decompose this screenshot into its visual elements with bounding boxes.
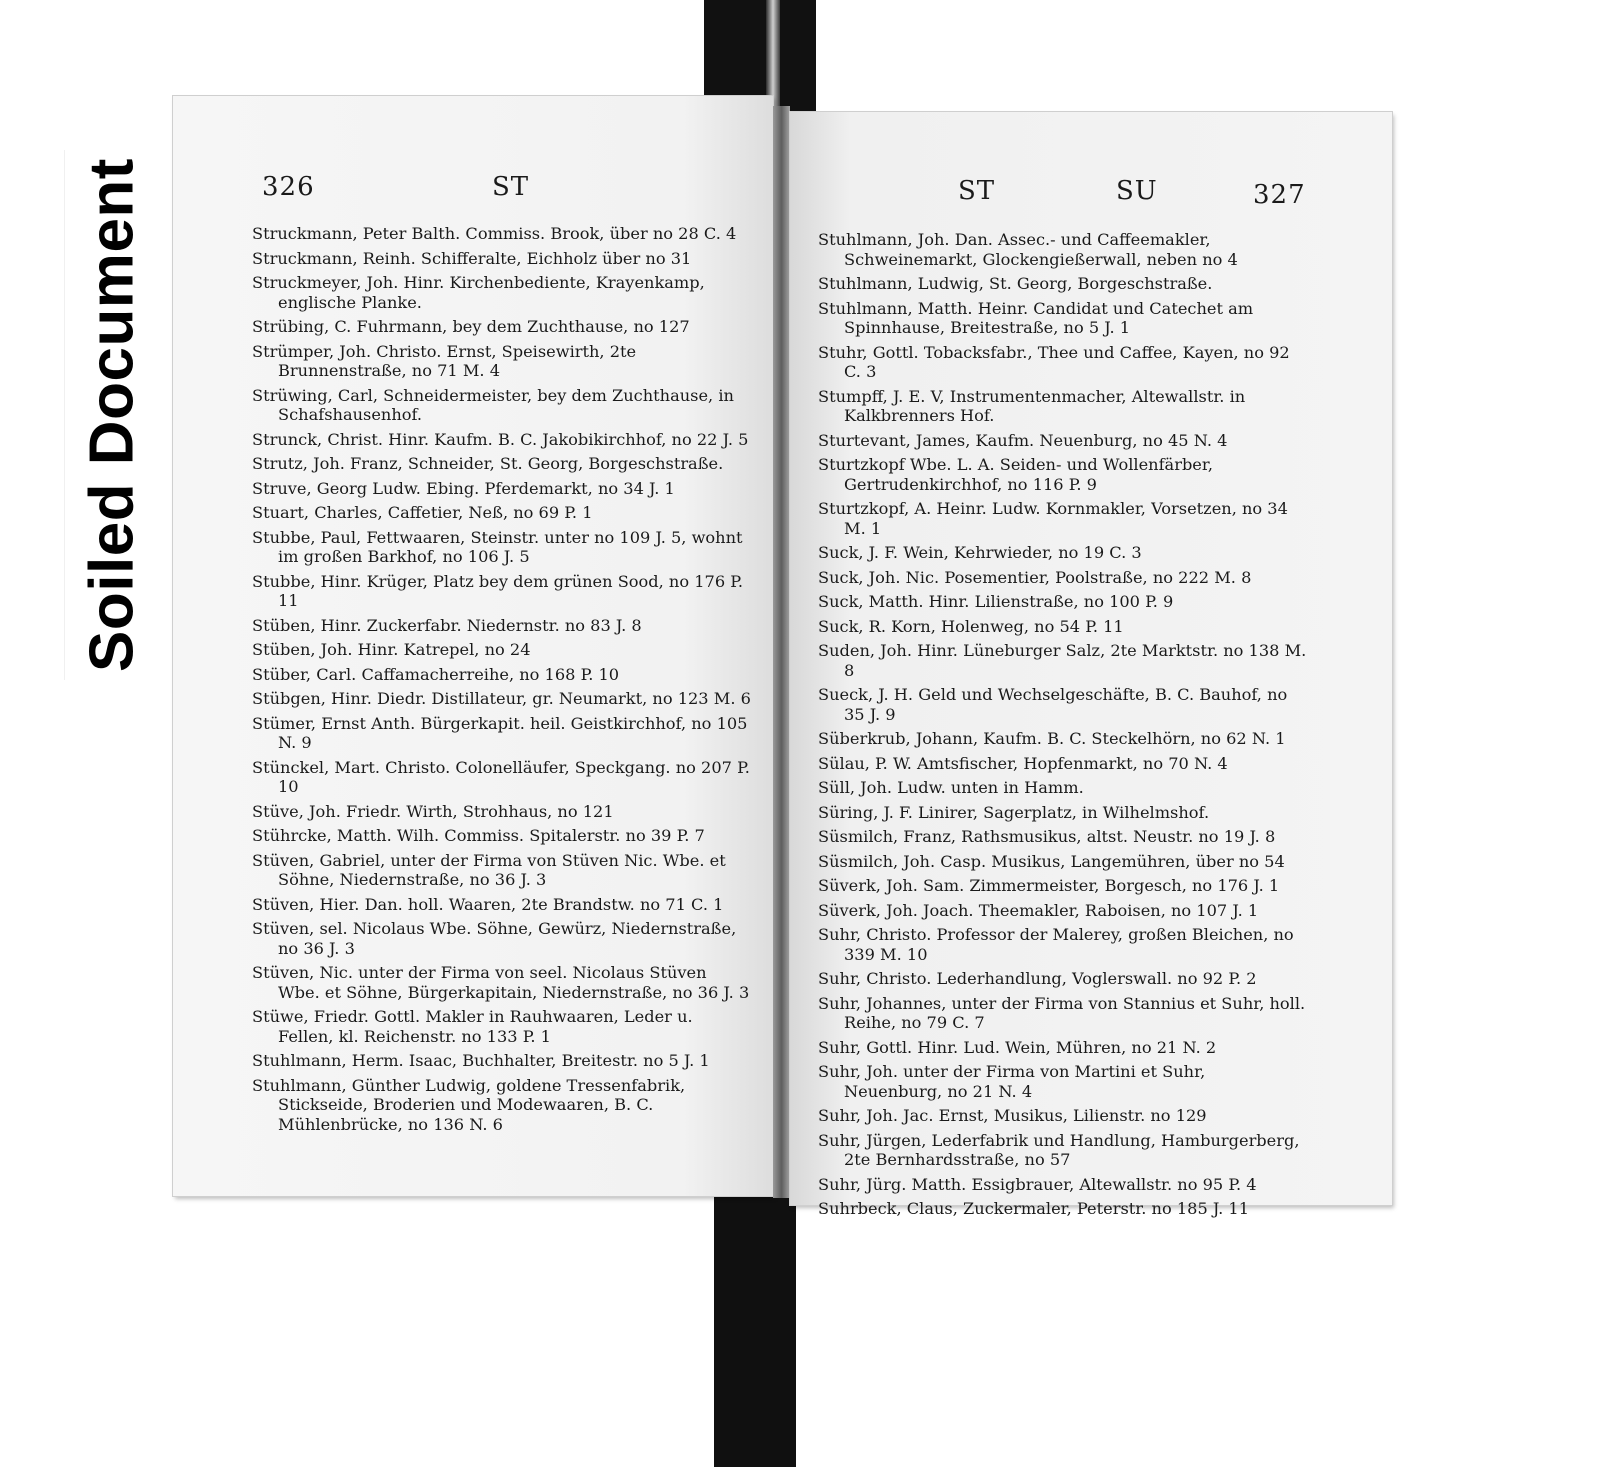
directory-entry: Suck, J. F. Wein, Kehrwieder, no 19 C. 3 — [818, 543, 1142, 562]
directory-entry: Strübing, C. Fuhrmann, bey dem Zuchthause, no 127 — [252, 317, 690, 336]
directory-entry: Stübgen, Hinr. Diedr. Distillateur, gr. Neumarkt, no 123 M. 6 — [252, 689, 751, 708]
directory-entry: Suhr, Jürgen, Lederfabrik und Handlung, Hamburgerberg, 2te Bernhardsstraße, no 57 — [818, 1130, 1300, 1169]
directory-entry: Stuhlmann, Herm. Isaac, Buchhalter, Breitestr. no 5 J. 1 — [252, 1051, 710, 1070]
directory-entry: Suden, Joh. Hinr. Lüneburger Salz, 2te Marktstr. no 138 M. 8 — [818, 641, 1307, 680]
directory-entry: Stuhlmann, Joh. Dan. Assec.- und Caffeemakler, Schweinemarkt, Glockengießerwall, neben no 4 — [818, 230, 1238, 269]
directory-entry: Stüven, Gabriel, unter der Firma von Stüven Nic. Wbe. et Söhne, Niedernstraße, no 36 J. 3 — [252, 850, 726, 889]
directory-entry: Stüven, Hier. Dan. holl. Waaren, 2te Brandstw. no 71 C. 1 — [252, 894, 724, 914]
directory-entry: Stuart, Charles, Caffetier, Neß, no 69 P. 1 — [252, 503, 593, 522]
directory-entry: Stüben, Joh. Hinr. Katrepel, no 24 — [252, 640, 531, 659]
directory-entry: Suhr, Jürg. Matth. Essigbrauer, Altewallstr. no 95 P. 4 — [818, 1174, 1257, 1194]
directory-entry: Stubbe, Paul, Fettwaaren, Steinstr. unter no 109 J. 5, wohnt im großen Barkhof, no 106 J. 5 — [252, 527, 743, 566]
directory-entry: Suhr, Johannes, unter der Firma von Stannius et Suhr, holl. Reihe, no 79 C. 7 — [818, 993, 1306, 1032]
directory-entry: Süverk, Joh. Joach. Theemakler, Raboisen, no 107 J. 1 — [818, 900, 1259, 920]
directory-entry: Süring, J. F. Linirer, Sagerplatz, in Wilhelmshof. — [818, 802, 1210, 822]
directory-entry: Suhr, Christo. Professor der Malerey, großen Bleichen, no 339 M. 10 — [818, 925, 1294, 964]
directory-entry: Suhr, Joh. Jac. Ernst, Musikus, Lilienstr. no 129 — [818, 1106, 1207, 1125]
directory-entry: Süll, Joh. Ludw. unten in Hamm. — [818, 778, 1084, 797]
directory-entry: Stüben, Hinr. Zuckerfabr. Niedernstr. no 83 J. 8 — [252, 615, 642, 635]
directory-entry: Stumpff, J. E. V, Instrumentenmacher, Altewallstr. in Kalkbrenners Hof. — [818, 386, 1246, 425]
left-entry-list — [252, 224, 752, 1139]
directory-entry: Struckmann, Reinh. Schifferalte, Eichholz über no 31 — [252, 248, 692, 268]
right-page-number: 327 — [1253, 180, 1306, 210]
directory-entry: Stubbe, Hinr. Krüger, Platz bey dem grünen Sood, no 176 P. 11 — [252, 571, 744, 610]
book-spine-bottom — [714, 1190, 796, 1467]
soiled-document-label: Soiled Document — [77, 158, 147, 672]
directory-entry: Süberkrub, Johann, Kaufm. B. C. Steckelhörn, no 62 N. 1 — [818, 729, 1286, 748]
directory-entry: Suhr, Christo. Lederhandlung, Voglerswall. no 92 P. 2 — [818, 969, 1257, 988]
directory-entry: Stünckel, Mart. Christo. Colonelläufer, Speckgang. no 207 P. 10 — [252, 757, 750, 796]
directory-entry: Stuhr, Gottl. Tobacksfabr., Thee und Caffee, Kayen, no 92 C. 3 — [818, 342, 1290, 381]
directory-entry: Sturtevant, James, Kaufm. Neuenburg, no 45 N. 4 — [818, 430, 1228, 450]
directory-entry: Strunck, Christ. Hinr. Kaufm. B. C. Jakobikirchhof, no 22 J. 5 — [252, 429, 749, 449]
directory-entry: Süverk, Joh. Sam. Zimmermeister, Borgesch, no 176 J. 1 — [818, 876, 1280, 895]
directory-entry: Stümer, Ernst Anth. Bürgerkapit. heil. Geistkirchhof, no 105 N. 9 — [252, 713, 748, 752]
directory-entry: Strutz, Joh. Franz, Schneider, St. Georg, Borgeschstraße. — [252, 454, 724, 473]
directory-entry: Suck, Joh. Nic. Posementier, Poolstraße, no 222 M. 8 — [818, 567, 1252, 587]
directory-entry: Stüber, Carl. Caffamacherreihe, no 168 P. 10 — [252, 664, 620, 684]
directory-entry: Suck, R. Korn, Holenweg, no 54 P. 11 — [818, 616, 1124, 636]
directory-entry: Suck, Matth. Hinr. Lilienstraße, no 100 P. 9 — [818, 592, 1174, 611]
directory-entry: Struckmann, Peter Balth. Commiss. Brook, über no 28 C. 4 — [252, 224, 737, 243]
right-running-head-su: SU — [1116, 176, 1158, 206]
directory-entry: Sueck, J. H. Geld und Wechselgeschäfte, B. C. Bauhof, no 35 J. 9 — [818, 685, 1288, 724]
directory-entry: Süsmilch, Franz, Rathsmusikus, altst. Neustr. no 19 J. 8 — [818, 827, 1276, 846]
directory-entry: Struve, Georg Ludw. Ebing. Pferdemarkt, no 34 J. 1 — [252, 478, 675, 498]
left-running-head: ST — [492, 172, 530, 202]
book-gutter — [773, 106, 790, 1198]
directory-entry: Suhr, Joh. unter der Firma von Martini et Suhr, Neuenburg, no 21 N. 4 — [818, 1062, 1206, 1101]
directory-entry: Sturtzkopf, A. Heinr. Ludw. Kornmakler, Vorsetzen, no 34 M. 1 — [818, 499, 1288, 538]
right-running-head-st: ST — [958, 176, 996, 206]
directory-entry: Stüve, Joh. Friedr. Wirth, Strohhaus, no 121 — [252, 801, 614, 821]
directory-entry: Stuhlmann, Matth. Heinr. Candidat und Catechet am Spinnhause, Breitestraße, no 5 J. 1 — [818, 298, 1254, 337]
directory-entry: Suhrbeck, Claus, Zuckermaler, Peterstr. no 185 J. 11 — [818, 1199, 1250, 1218]
directory-entry: Stuhlmann, Ludwig, St. Georg, Borgeschstraße. — [818, 274, 1213, 293]
left-page-number: 326 — [262, 172, 315, 202]
directory-entry: Suhr, Gottl. Hinr. Lud. Wein, Mühren, no 21 N. 2 — [818, 1037, 1217, 1057]
directory-entry: Sturtzkopf Wbe. L. A. Seiden- und Wollenfärber, Gertrudenkirchhof, no 116 P. 9 — [818, 455, 1213, 494]
directory-entry: Sülau, P. W. Amtsfischer, Hopfenmarkt, no 70 N. 4 — [818, 753, 1228, 773]
directory-entry: Struckmeyer, Joh. Hinr. Kirchenbediente, Krayenkamp, englische Planke. — [252, 273, 705, 312]
directory-entry: Strüwing, Carl, Schneidermeister, bey dem Zuchthause, in Schafshausenhof. — [252, 385, 734, 424]
directory-entry: Stüven, sel. Nicolaus Wbe. Söhne, Gewürz, Niedernstraße, no 36 J. 3 — [252, 919, 737, 958]
directory-entry: Stuhlmann, Günther Ludwig, goldene Tressenfabrik, Stickseide, Broderien und Modewaaren, B. C. Mühlenbrücke, no 136 N. 6 — [252, 1075, 686, 1134]
right-entry-list — [818, 230, 1308, 1224]
directory-entry: Strümper, Joh. Christo. Ernst, Speisewirth, 2te Brunnenstraße, no 71 M. 4 — [252, 341, 637, 380]
directory-entry: Stüwe, Friedr. Gottl. Makler in Rauhwaaren, Leder u. Fellen, kl. Reichenstr. no 133 P. 1 — [252, 1007, 693, 1046]
directory-entry: Stüven, Nic. unter der Firma von seel. Nicolaus Stüven Wbe. et Söhne, Bürgerkapitain, Niedernstraße, no 36 J. 3 — [252, 963, 750, 1002]
directory-entry: Stührcke, Matth. Wilh. Commiss. Spitalerstr. no 39 P. 7 — [252, 826, 705, 845]
directory-entry: Süsmilch, Joh. Casp. Musikus, Langemühren, über no 54 — [818, 851, 1285, 871]
